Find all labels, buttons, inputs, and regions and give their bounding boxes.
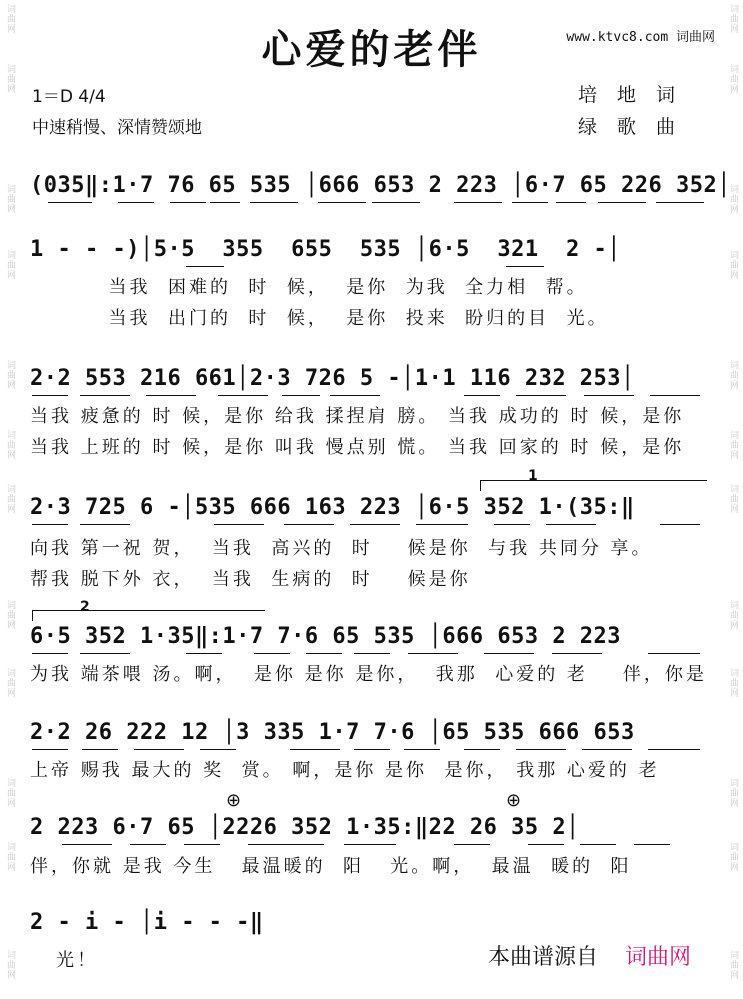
- beam-underline: [170, 202, 206, 203]
- lyric-ending: 光！: [30, 950, 99, 971]
- song-title: 心爱的老伴: [261, 26, 482, 73]
- beam-underline: [506, 266, 544, 267]
- beam-underline: [118, 202, 154, 203]
- beam-underline: [284, 524, 334, 525]
- notation-line-1: (035‖:1·7 76 65 535 │666 653 2 223 │6·7 65 226 352│: [30, 173, 732, 198]
- notation-line-2: 1 - - -)│5·5 355 655 535 │6·5 321 2 -│: [30, 237, 622, 262]
- watermark-text: 词曲网: [5, 250, 15, 280]
- lyric-verse-1: 当我 疲惫的 时 候，是你 给我 揉捏肩 膀。 当我 成功的 时 候，是你: [30, 406, 685, 427]
- beam-underline: [354, 653, 390, 654]
- beam-underline: [80, 653, 130, 654]
- beam-underline: [528, 844, 564, 845]
- watermark-text: 词曲网: [728, 778, 738, 808]
- watermark-text: 词曲网: [728, 360, 738, 390]
- watermark-text: 词曲网: [5, 600, 15, 630]
- beam-underline: [634, 844, 670, 845]
- beam-underline: [354, 749, 390, 750]
- beam-underline: [556, 202, 586, 203]
- beam-underline: [582, 749, 632, 750]
- site-url[interactable]: www.ktvc8.com 词曲网: [566, 30, 715, 45]
- second-ending-number: 2: [80, 599, 90, 615]
- watermark-text: 词曲网: [5, 430, 15, 460]
- beam-underline: [214, 524, 264, 525]
- beam-underline: [32, 749, 68, 750]
- beam-underline: [184, 844, 220, 845]
- beam-underline: [546, 524, 596, 525]
- notation-line-7: 2 223 6·7 65 │2226 352 1·35:‖22 26 35 2│: [30, 815, 580, 840]
- beam-underline: [62, 844, 112, 845]
- beam-underline: [656, 202, 704, 203]
- watermark-text: 词曲网: [728, 484, 738, 514]
- beam-underline: [516, 395, 566, 396]
- lyric-verse-1: 当我 困难的 时 候， 是你 为我 全力相 帮。: [30, 277, 588, 298]
- beam-underline: [648, 653, 700, 654]
- beam-underline: [306, 653, 342, 654]
- watermark-text: 词曲网: [728, 842, 738, 872]
- lyric-verse-2: 当我 上班的 时 候，是你 叫我 慢点别 慌。 当我 回家的 时 候，是你: [30, 437, 685, 458]
- watermark-text: 词曲网: [5, 778, 15, 808]
- beam-underline: [32, 524, 68, 525]
- watermark-text: 词曲网: [728, 4, 738, 34]
- key-signature: 1＝D 4/4: [32, 87, 106, 107]
- watermark-text: 词曲网: [728, 950, 738, 980]
- beam-underline: [318, 202, 366, 203]
- watermark-column-right: [723, 0, 743, 999]
- beam-underline: [282, 395, 320, 396]
- beam-underline: [648, 749, 700, 750]
- watermark-column-left: [0, 0, 20, 999]
- beam-underline: [350, 524, 400, 525]
- first-ending-bracket: [480, 480, 707, 491]
- composer-credit: 绿歌曲: [578, 116, 696, 138]
- watermark-text: 词曲网: [5, 484, 15, 514]
- coda-sign: ⊕: [506, 790, 522, 811]
- beam-underline: [464, 749, 500, 750]
- beam-underline: [290, 749, 340, 750]
- beam-underline: [218, 395, 268, 396]
- beam-underline: [32, 395, 68, 396]
- beam-underline: [186, 653, 222, 654]
- beam-underline: [484, 653, 534, 654]
- beam-underline: [80, 524, 130, 525]
- beam-underline: [48, 202, 92, 203]
- beam-underline: [454, 202, 502, 203]
- notation-line-4: 2·3 725 6 -│535 666 163 223 │6·5 352 1·(35:‖: [30, 495, 635, 520]
- watermark-text: 词曲网: [728, 184, 738, 214]
- beam-underline: [408, 653, 458, 654]
- beam-underline: [200, 749, 236, 750]
- beam-underline: [130, 844, 166, 845]
- beam-underline: [494, 524, 530, 525]
- lyric-verse-1: 向我 第一祝 贺， 当我 高兴的 时 候是你 与我 共同分 享。: [30, 538, 653, 559]
- watermark-text: 词曲网: [5, 4, 15, 34]
- beam-underline: [650, 395, 700, 396]
- beam-underline: [32, 653, 68, 654]
- notation-line-3: 2·2 553 216 661│2·3 726 5 -│1·1 116 232 253│: [30, 366, 635, 391]
- beam-underline: [660, 524, 700, 525]
- beam-underline: [404, 749, 440, 750]
- beam-underline: [82, 749, 118, 750]
- beam-underline: [598, 202, 646, 203]
- beam-underline: [416, 524, 468, 525]
- coda-sign: ⊕: [226, 790, 242, 811]
- watermark-text: 词曲网: [5, 668, 15, 698]
- beam-underline: [512, 202, 548, 203]
- notation-line-5: 6·5 352 1·35‖:1·7 7·6 65 535 │666 653 2 223: [30, 624, 622, 649]
- beam-underline: [552, 653, 602, 654]
- lyric-verse-2: 帮我 脱下外 衣， 当我 生病的 时 候是你: [30, 569, 471, 590]
- lyric-refrain: 上帝 赐我 最大的 奖 赏。 啊，是你 是你 是你， 我那 心爱的 老: [30, 760, 660, 781]
- beam-underline: [146, 395, 196, 396]
- watermark-text: 词曲网: [5, 950, 15, 980]
- watermark-text: 词曲网: [5, 64, 15, 94]
- beam-underline: [186, 266, 224, 267]
- beam-underline: [580, 844, 616, 845]
- beam-underline: [516, 749, 566, 750]
- beam-underline: [584, 395, 634, 396]
- watermark-text: 词曲网: [728, 430, 738, 460]
- beam-underline: [464, 395, 500, 396]
- beam-underline: [248, 844, 324, 845]
- lyricist-credit: 培地词: [578, 84, 696, 106]
- watermark-text: 词曲网: [5, 360, 15, 390]
- beam-underline: [344, 844, 396, 845]
- beam-underline: [330, 395, 380, 396]
- notation-line-6: 2·2 26 222 12 │3 335 1·7 7·6 │65 535 666 653: [30, 720, 635, 745]
- beam-underline: [210, 202, 240, 203]
- tempo-marking: 中速稍慢、深情赞颂地: [32, 118, 202, 138]
- watermark-text: 词曲网: [5, 184, 15, 214]
- watermark-text: 词曲网: [728, 250, 738, 280]
- source-site-link[interactable]: 词曲网: [625, 945, 692, 970]
- source-caption: 本曲谱源自: [488, 945, 599, 970]
- lyric-verse-2: 当我 出门的 时 候， 是你 投来 盼归的目 光。: [30, 308, 609, 329]
- lyric-refrain: 为我 端茶喂 汤。啊， 是你 是你 是你， 我那 心爱的 老 伴，你是: [30, 664, 707, 685]
- lyric-refrain: 伴，你就 是我 今生 最温暖的 阳 光。啊， 最温 暖的 阳: [30, 856, 632, 877]
- watermark-text: 词曲网: [5, 842, 15, 872]
- second-ending-bracket: [32, 610, 265, 621]
- first-ending-number: 1: [528, 468, 538, 484]
- beam-underline: [254, 653, 290, 654]
- beam-underline: [80, 395, 130, 396]
- watermark-text: 词曲网: [728, 600, 738, 630]
- notation-line-8: 2 - i - │i - - -‖: [30, 910, 264, 935]
- beam-underline: [250, 202, 298, 203]
- watermark-text: 词曲网: [728, 64, 738, 94]
- beam-underline: [372, 202, 420, 203]
- beam-underline: [134, 749, 184, 750]
- beam-underline: [454, 844, 490, 845]
- watermark-text: 词曲网: [728, 668, 738, 698]
